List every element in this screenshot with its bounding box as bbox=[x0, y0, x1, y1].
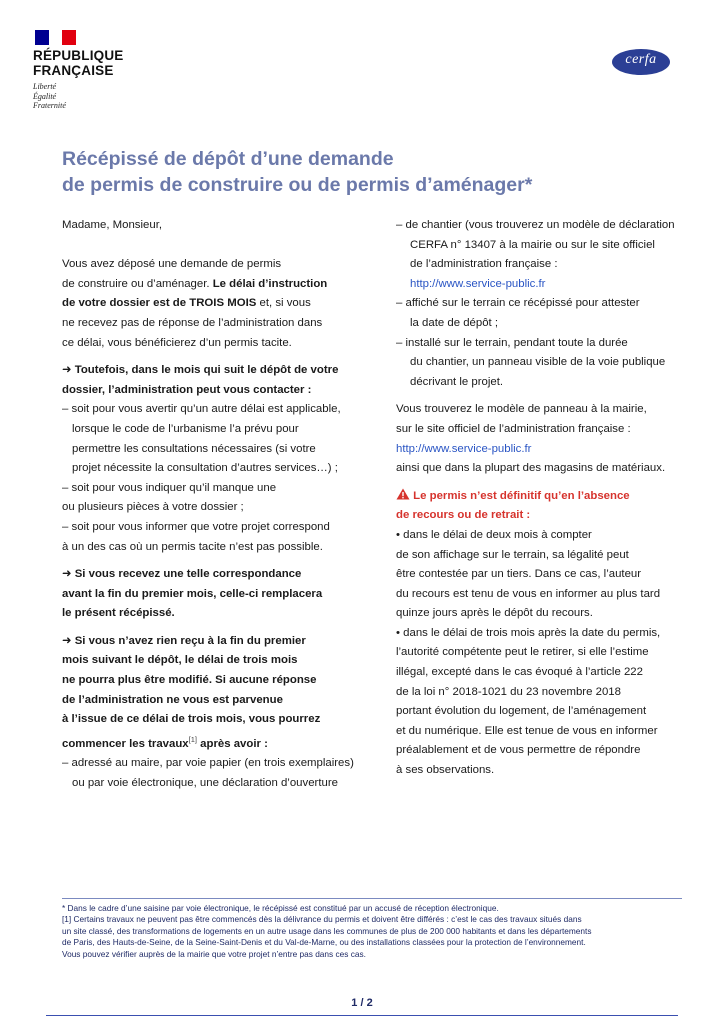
footnotes: * Dans le cadre d’une saisine par voie électronique, le récépissé est constitué par un accusé de réception électronique. [1] Certains travaux ne peuvent pas être commencés dès la délivrance du permis et doivent être différés : c’est le cas des travaux situés dans un site classé, des transformations de logements en un autre usage dans les communes de plus de 200 000 habitants et dans les départements de Paris, des Hauts-de-Seine, de la Seine-Saint-Denis et du Val-de-Marne, ou des installations classées pour la protection de l’environnement. Vous pouvez vérifier auprès de la mairie que votre projet n’entre pas dans ces cas. bbox=[62, 898, 682, 960]
french-flag-icon bbox=[35, 30, 76, 45]
cerfa-logo: cerfa bbox=[611, 48, 671, 76]
right-column: – de chantier (vous trouverez un modèle de déclaration CERFA n° 13407 à la mairie ou sur le site officiel de l’administration française : http://www.service-public.fr – affiché sur le terrain ce récépissé pour attester la date de dépôt ; – installé sur le terrain, pendant toute la durée du chantier, un panneau visible de la voie publique décrivant le projet. Vous trouverez le modèle de panneau à la mairie, sur le site officiel de l’administration française : http://www.service-public.fr ainsi que dans la plupart des magasins de matériaux. Le permis n’est définitif qu’en l’absence de recours ou de retrait : • dans le délai de deux mois à compter de son affichage sur le terrain, sa légalité peut être contestée par un tiers. Dans ce cas, l’auteur du recours est tenu de vous en informer au plus tard quinze jours après le dépôt du recours. • dans le délai de trois mois après la date du permis, l’autorité compétente peut le retirer, si elle l’estime illégal, excepté dans le cas évoqué à l’article 222 de la loi n° 2018-1021 du 23 novembre 2018 portant évolution du logement, de l’aménagement et du numérique. Elle est tenue de vous en informer préalablement et de vous permettre de répondre à ses observations. bbox=[396, 216, 696, 781]
republic-name: RÉPUBLIQUE FRANÇAISE bbox=[33, 48, 124, 78]
republic-motto: Liberté Égalité Fraternité bbox=[33, 82, 66, 110]
left-column: Madame, Monsieur, Vous avez déposé une demande de permis de construire ou d’aménager. Le délai d’instruction de votre dossier est de TROIS MOIS et, si vous ne recevez pas de réponse de l’administration dans ce délai, vous bénéficierez d’un permis tacite. ➜ Toutefois, dans le mois qui suit le dépôt de votre dossier, l’administration peut vous contacter : – soit pour vous avertir qu’un autre délai est applicable, lorsque le code de l’urbanisme l’a prévu pour permettre les consultations nécessaires (si votre projet nécessite la consultation d’autres services…) ; – soit pour vous indiquer qu’il manque une ou plusieurs pièces à votre dossier ; – soit pour vous informer que votre projet correspond à un des cas où un permis tacite n’est pas possible. ➜ Si vous recevez une telle correspondance avant la fin du premier mois, celle-ci remplacera le présent récépissé. ➜ Si vous n’avez rien reçu à la fin du premier mois suivant le dépôt, le délai de trois mois ne pourra plus être modifié. Si aucune réponse de l’administration ne vous est parvenue à l’issue de ce délai de trois mois, vous pourrez commencer les travaux[1] après avoir : – adressé au maire, par voie papier (en trois exemplaires) ou par voie électronique, une déclaration d’ouverture bbox=[62, 216, 362, 794]
page-title: Récépissé de dépôt d’une demande de permis de construire ou de permis d’aménager* bbox=[62, 148, 533, 196]
footnote-ref: [1] bbox=[188, 734, 197, 744]
service-public-link-2[interactable]: http://www.service-public.fr bbox=[396, 442, 532, 455]
republique-francaise-logo bbox=[33, 30, 173, 111]
bottom-divider bbox=[46, 1015, 678, 1016]
service-public-link[interactable]: http://www.service-public.fr bbox=[410, 277, 546, 290]
warning-icon bbox=[396, 488, 410, 500]
page-number: 1 / 2 bbox=[351, 997, 373, 1009]
warning-heading: Le permis n’est définitif qu’en l’absence bbox=[396, 487, 696, 507]
salutation: Madame, Monsieur, bbox=[62, 219, 163, 231]
